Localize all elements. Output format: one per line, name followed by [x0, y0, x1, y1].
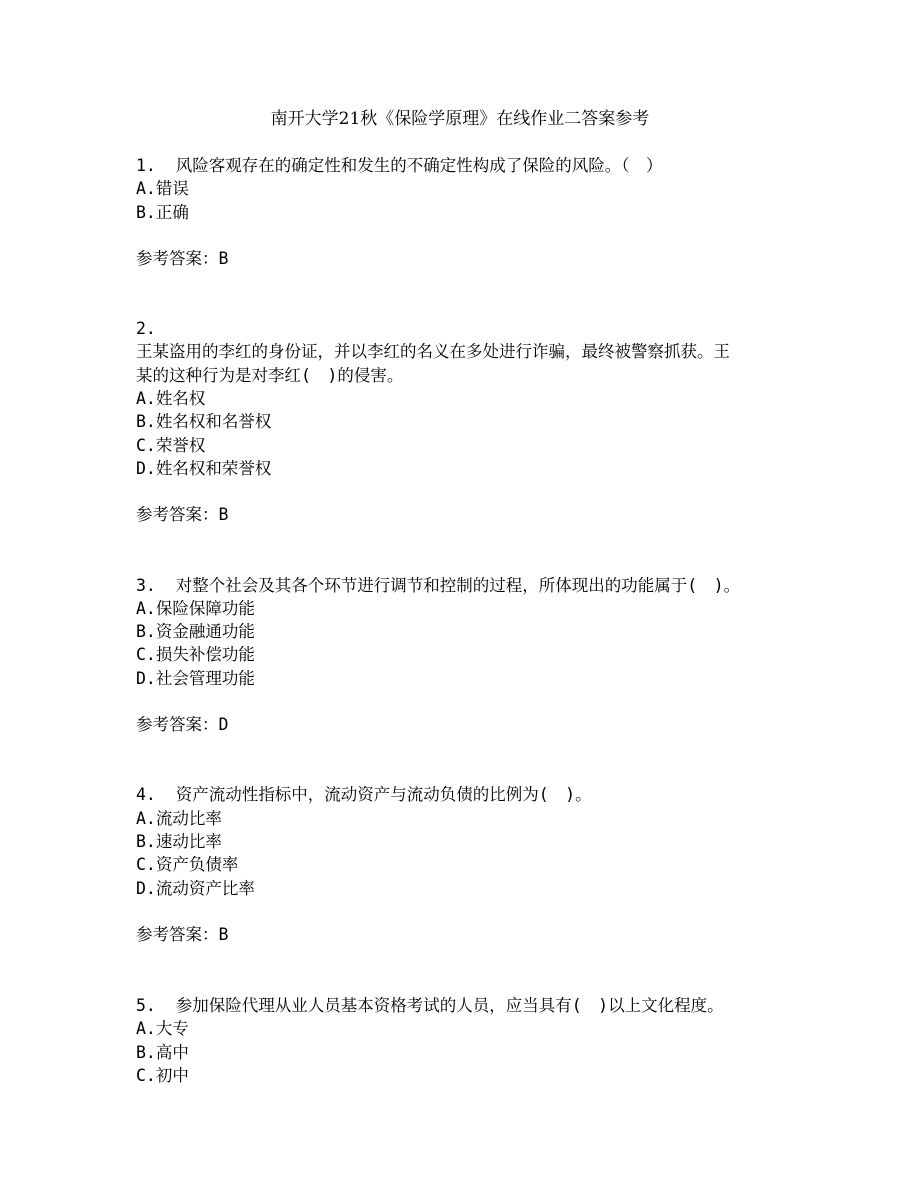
question-4-option-b: B.速动比率	[136, 831, 222, 851]
question-4-stem	[136, 783, 796, 806]
question-5-stem	[136, 994, 796, 1017]
document-title: 南开大学21秋《保险学原理》在线作业二答案参考	[270, 109, 650, 129]
question-4-answer: 参考答案：B	[136, 924, 229, 944]
question-3	[136, 574, 796, 737]
question-2-option-a: A.姓名权	[136, 389, 206, 409]
question-3-answer: 参考答案：D	[136, 715, 229, 735]
question-2-answer: 参考答案：B	[136, 505, 229, 525]
question-3-option-b: B.资金融通功能	[136, 622, 255, 642]
question-4-number: 4.	[136, 785, 156, 805]
question-1-answer: 参考答案：B	[136, 248, 229, 268]
question-3-option-c: C.损失补偿功能	[136, 645, 255, 665]
question-1	[136, 154, 796, 270]
question-5-option-c: C.初中	[136, 1066, 189, 1086]
question-3-option-d: D.社会管理功能	[136, 668, 255, 688]
question-1-option-b: B.正确	[136, 202, 189, 222]
question-2-number: 2.	[136, 319, 156, 339]
question-2-option-c: C.荣誉权	[136, 435, 206, 455]
question-1-number: 1.	[136, 156, 156, 175]
question-1-option-a: A.错误	[136, 179, 189, 199]
question-1-text: 风险客观存在的确定性和发生的不确定性构成了保险的风险。（ ）	[175, 156, 663, 175]
question-2-option-b: B.姓名权和名誉权	[136, 412, 272, 432]
question-3-option-a: A.保险保障功能	[136, 598, 255, 618]
question-4	[136, 783, 796, 946]
question-5-option-b: B.高中	[136, 1042, 189, 1062]
question-2	[136, 317, 796, 526]
question-2-text-line-1: 王某盗用的李红的身份证，并以李红的名义在多处进行诈骗，最终被警察抓获。王	[136, 342, 730, 362]
question-5-number: 5.	[136, 996, 156, 1016]
question-5-text: 参加保险代理从业人员基本资格考试的人员，应当具有( )以上文化程度。	[175, 996, 724, 1016]
question-4-option-a: A.流动比率	[136, 808, 222, 828]
question-2-option-d: D.姓名权和荣誉权	[136, 458, 272, 478]
question-4-text: 资产流动性指标中，流动资产与流动负债的比例为( )。	[175, 785, 592, 805]
question-3-number: 3.	[136, 575, 156, 595]
question-2-text-line-2: 某的这种行为是对李红( )的侵害。	[136, 365, 404, 385]
question-5-option-a: A.大专	[136, 1019, 189, 1039]
question-list	[136, 154, 796, 1087]
question-4-option-c: C.资产负债率	[136, 855, 239, 875]
question-4-option-d: D.流动资产比率	[136, 878, 255, 898]
question-1-stem	[136, 154, 796, 177]
question-3-stem	[136, 574, 796, 597]
question-3-text: 对整个社会及其各个环节进行调节和控制的过程，所体现出的功能属于( )。	[175, 575, 741, 595]
question-5	[136, 994, 796, 1087]
